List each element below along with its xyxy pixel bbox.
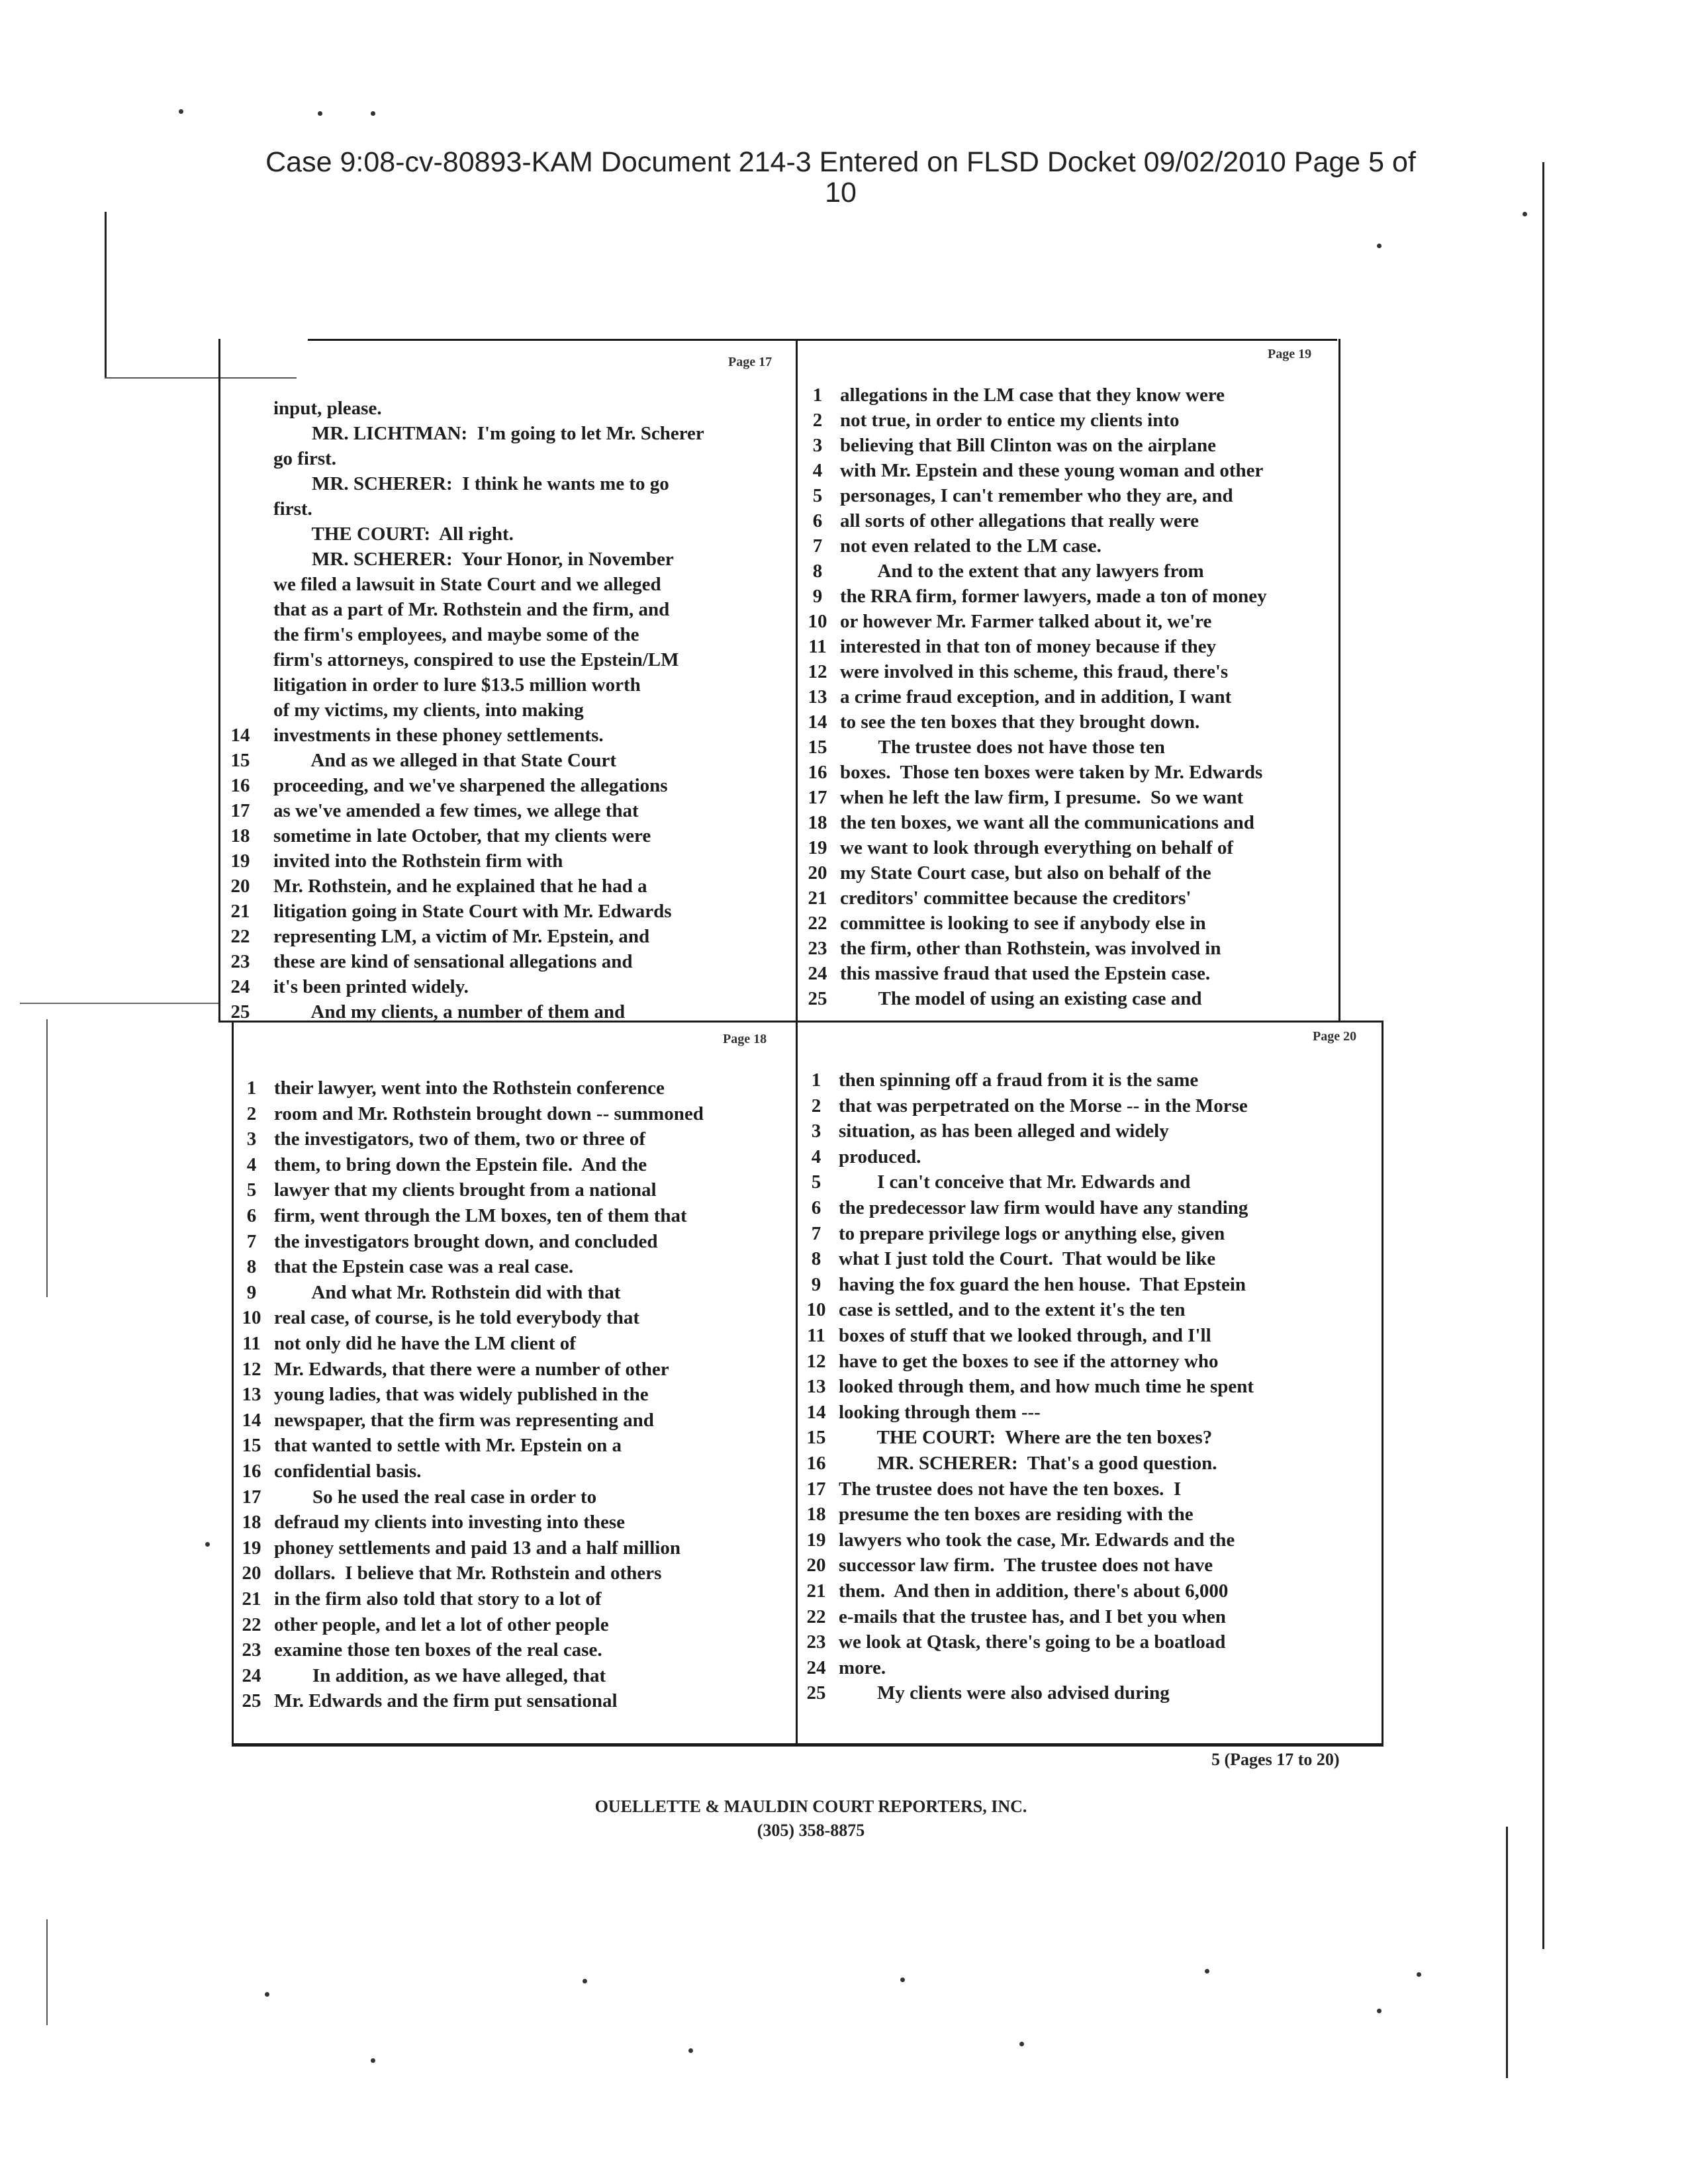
transcript-line: 10 case is settled, and to the extent it's the ten — [806, 1299, 1186, 1321]
transcript-line: 1 allegations in the LM case that they know were — [812, 385, 1225, 406]
transcript-lines — [228, 396, 771, 1024]
page-number-label: Page 19 — [1268, 347, 1312, 361]
transcript-line: MR. SCHERER: I think he wants me to go — [273, 473, 669, 494]
transcript-line: 11 not only did he have the LM client of — [242, 1333, 576, 1354]
transcript-line: 25 And my clients, a number of them and — [230, 1001, 626, 1023]
scan-speck — [1417, 1972, 1421, 1977]
transcript-line: 3 situation, as has been alleged and widely — [811, 1120, 1169, 1142]
transcript-line: 5 lawyer that my clients brought from a national — [246, 1179, 657, 1201]
transcript-line: 9 the RRA firm, former lawyers, made a ton of money — [812, 586, 1267, 607]
scan-speck — [318, 111, 322, 116]
transcript-line: first. — [273, 498, 312, 520]
transcript-line: 16 boxes. Those ten boxes were taken by Mr. Edwards — [808, 762, 1263, 783]
scan-speck — [1523, 212, 1527, 216]
transcript-line: 16 confidential basis. — [242, 1461, 422, 1482]
transcript-panel-page-17 — [218, 339, 796, 1021]
transcript-line: 15 THE COURT: Where are the ten boxes? — [806, 1427, 1213, 1449]
transcript-line: 14 to see the ten boxes that they brought down. — [808, 711, 1200, 733]
page-range-footer: 5 (Pages 17 to 20) — [1211, 1750, 1340, 1769]
transcript-line: 20 my State Court case, but also on behalf of the — [808, 862, 1211, 884]
scan-speck — [371, 2058, 375, 2063]
transcript-line: 20 Mr. Rothstein, and he explained that he had a — [230, 876, 647, 897]
transcript-line: 15 that wanted to settle with Mr. Epstein on a — [242, 1435, 622, 1457]
page-number-label: Page 17 — [728, 355, 773, 369]
header-page-continuation: 10 — [825, 177, 857, 208]
transcript-line: 22 e-mails that the trustee has, and I bet you when — [806, 1606, 1226, 1627]
transcript-line: 6 the predecessor law firm would have any standing — [811, 1197, 1248, 1218]
transcript-line: 19 phoney settlements and paid 13 and a half million — [242, 1537, 680, 1559]
transcript-line: 16 MR. SCHERER: That's a good question. — [806, 1453, 1217, 1474]
right-rule-upper — [1338, 339, 1340, 1022]
transcript-line: 1 then spinning off a fraud from it is the same — [811, 1069, 1199, 1091]
scan-speck — [1377, 244, 1382, 248]
transcript-line: 16 proceeding, and we've sharpened the allegations — [230, 775, 668, 796]
transcript-line: 18 presume the ten boxes are residing with the — [806, 1504, 1194, 1525]
transcript-line: 11 interested in that ton of money because if they — [808, 636, 1217, 657]
transcript-line: go first. — [273, 448, 337, 469]
scan-margin-line — [1506, 1827, 1508, 2078]
transcript-line: 5 personages, I can't remember who they are, and — [812, 485, 1233, 506]
transcript-line: 8 And to the extent that any lawyers from — [812, 561, 1204, 582]
transcript-line: 7 to prepare privilege logs or anything else, given — [811, 1222, 1225, 1244]
scan-speck — [688, 2048, 693, 2053]
transcript-line: 24 this massive fraud that used the Epstein case. — [808, 963, 1211, 984]
transcript-line: 6 firm, went through the LM boxes, ten of them that — [246, 1205, 687, 1226]
transcript-line: 7 not even related to the LM case. — [812, 535, 1102, 557]
transcript-line: 7 the investigators brought down, and concluded — [246, 1230, 658, 1252]
scan-speck — [1205, 1969, 1209, 1974]
transcript-line: 25 Mr. Edwards and the firm put sensational — [242, 1690, 618, 1712]
transcript-line: 23 we look at Qtask, there's going to be a boatload — [806, 1631, 1226, 1653]
transcript-line: 21 litigation going in State Court with Mr. Edwards — [230, 901, 672, 922]
transcript-panel-page-20 — [798, 1023, 1382, 1744]
transcript-line: 17 So he used the real case in order to — [242, 1486, 597, 1508]
transcript-line: 13 a crime fraud exception, and in addition, I want — [808, 686, 1232, 707]
transcript-line: 2 room and Mr. Rothstein brought down -- summoned — [246, 1103, 704, 1124]
transcript-panel-page-19 — [798, 339, 1338, 1021]
transcript-line: 11 boxes of stuff that we looked through, and I'll — [807, 1325, 1211, 1346]
right-rule-lower — [1382, 1021, 1383, 1745]
transcript-line: 17 when he left the law firm, I presume. So we want — [808, 787, 1244, 808]
transcript-line: 4 with Mr. Epstein and these young woman and other — [812, 460, 1264, 481]
transcript-line: 19 invited into the Rothstein firm with — [230, 850, 563, 872]
transcript-line: 13 looked through them, and how much time he spent — [806, 1376, 1254, 1398]
transcript-line: 18 defraud my clients into investing into these — [242, 1512, 626, 1533]
scan-margin-line — [46, 1019, 48, 1297]
transcript-line: 3 believing that Bill Clinton was on the airplane — [812, 435, 1216, 456]
transcript-line: 1 their lawyer, went into the Rothstein conference — [246, 1077, 665, 1099]
scan-speck — [371, 111, 375, 116]
transcript-line: 15 The trustee does not have those ten — [808, 737, 1165, 758]
transcript-line: the firm's employees, and maybe some of the — [273, 624, 639, 645]
scan-speck — [900, 1978, 905, 1982]
transcript-line: 8 what I just told the Court. That would be like — [811, 1248, 1216, 1270]
transcript-line: 17 The trustee does not have the ten boxes. I — [806, 1478, 1182, 1500]
transcript-line: 2 that was perpetrated on the Morse -- in the Morse — [811, 1095, 1248, 1116]
transcript-line: 23 the firm, other than Rothstein, was involved in — [808, 938, 1221, 959]
transcript-line: 9 And what Mr. Rothstein did with that — [246, 1281, 621, 1303]
transcript-line: THE COURT: All right. — [273, 523, 514, 545]
transcript-line: input, please. — [273, 398, 382, 419]
transcript-line: 19 lawyers who took the case, Mr. Edwards and the — [806, 1529, 1235, 1551]
transcript-line: 24 more. — [806, 1657, 886, 1678]
transcript-line: 12 have to get the boxes to see if the attorney who — [806, 1350, 1219, 1372]
document-header — [179, 147, 1503, 208]
transcript-line: 22 committee is looking to see if anybody else in — [808, 913, 1206, 934]
transcript-line: 22 representing LM, a victim of Mr. Epstein, and — [230, 926, 650, 947]
header-case-line: Case 9:08-cv-80893-KAM Document 214-3 Entered on FLSD Docket 09/02/2010 Page 5 of — [265, 146, 1416, 178]
transcript-line: 18 the ten boxes, we want all the communications and — [808, 812, 1254, 833]
transcript-line: 10 real case, of course, is he told everybody that — [242, 1307, 639, 1329]
scan-speck — [265, 1992, 269, 1997]
transcript-line: 20 dollars. I believe that Mr. Rothstein and others — [242, 1563, 662, 1584]
transcript-line: 22 other people, and let a lot of other people — [242, 1614, 609, 1635]
transcript-line: 12 were involved in this scheme, this fraud, there's — [808, 661, 1229, 682]
scan-margin-line — [46, 1919, 48, 2025]
transcript-line: 5 I can't conceive that Mr. Edwards and — [811, 1171, 1191, 1193]
page-number-label: Page 18 — [723, 1032, 767, 1046]
transcript-line: 23 examine those ten boxes of the real case. — [242, 1639, 602, 1661]
scan-margin-line — [105, 212, 107, 377]
transcript-line: 14 newspaper, that the firm was representing and — [242, 1409, 654, 1431]
transcript-line: MR. SCHERER: Your Honor, in November — [273, 549, 674, 570]
court-reporter-footer — [463, 1795, 1158, 1843]
transcript-line: 14 looking through them --- — [806, 1401, 1041, 1423]
transcript-line: 21 creditors' committee because the creditors' — [808, 887, 1192, 909]
scan-margin-line — [20, 1003, 218, 1004]
scan-speck — [583, 1979, 587, 1983]
transcript-line: 9 having the fox guard the hen house. That Epstein — [811, 1273, 1246, 1295]
transcript-line: 24 it's been printed widely. — [230, 976, 469, 997]
transcript-line: 23 these are kind of sensational allegations and — [230, 951, 633, 972]
transcript-line: 6 all sorts of other allegations that really were — [812, 510, 1199, 531]
transcript-line: 12 Mr. Edwards, that there were a number of other — [242, 1358, 669, 1380]
scan-speck — [179, 109, 183, 114]
transcript-line: 4 produced. — [811, 1146, 921, 1167]
transcript-line: we filed a lawsuit in State Court and we alleged — [273, 574, 661, 595]
transcript-panel-page-18 — [233, 1023, 796, 1744]
transcript-line: 19 we want to look through everything on behalf of — [808, 837, 1233, 858]
transcript-line: 14 investments in these phoney settlements. — [230, 725, 604, 746]
transcript-line: 20 successor law firm. The trustee does not have — [806, 1555, 1213, 1576]
transcript-line: litigation in order to lure $13.5 million worth — [273, 674, 641, 696]
transcript-line: 25 My clients were also advised during — [806, 1682, 1170, 1704]
transcript-line: 21 them. And then in addition, there's about 6,000 — [806, 1580, 1229, 1602]
reporter-phone: (305) 358-8875 — [757, 1821, 865, 1840]
transcript-line: 24 In addition, as we have alleged, that — [242, 1664, 606, 1686]
transcript-line: 2 not true, in order to entice my clients into — [812, 410, 1180, 431]
transcript-line: 13 young ladies, that was widely published in the — [242, 1384, 649, 1406]
transcript-lines — [804, 1068, 1374, 1743]
transcript-line: 15 And as we alleged in that State Court — [230, 750, 616, 771]
transcript-line: 25 The model of using an existing case and — [808, 988, 1202, 1009]
scan-speck — [205, 1542, 210, 1547]
transcript-line: that as a part of Mr. Rothstein and the firm, and — [273, 599, 670, 620]
scan-margin-line — [1542, 162, 1544, 1949]
transcript-sheet — [218, 339, 1383, 1754]
reporter-name: OUELLETTE & MAULDIN COURT REPORTERS, INC. — [594, 1797, 1027, 1816]
transcript-line: 17 as we've amended a few times, we allege that — [230, 800, 639, 821]
scan-speck — [1377, 2009, 1382, 2013]
transcript-lines — [806, 383, 1329, 1018]
transcript-line: firm's attorneys, conspired to use the Epstein/LM — [273, 649, 679, 670]
page-number-label: Page 20 — [1313, 1029, 1357, 1044]
scan-speck — [1019, 2042, 1024, 2046]
transcript-line: 18 sometime in late October, that my clients were — [230, 825, 651, 846]
transcript-line: 10 or however Mr. Farmer talked about it, we're — [808, 611, 1212, 632]
transcript-line: of my victims, my clients, into making — [273, 700, 584, 721]
transcript-line: 3 the investigators, two of them, two or three of — [246, 1128, 646, 1150]
transcript-lines — [240, 1075, 789, 1744]
transcript-line: 8 that the Epstein case was a real case. — [246, 1256, 574, 1278]
transcript-line: MR. LICHTMAN: I'm going to let Mr. Scherer — [273, 423, 704, 444]
transcript-line: 21 in the firm also told that story to a lot of — [242, 1588, 602, 1610]
transcript-line: 4 them, to bring down the Epstein file. And the — [246, 1154, 647, 1175]
